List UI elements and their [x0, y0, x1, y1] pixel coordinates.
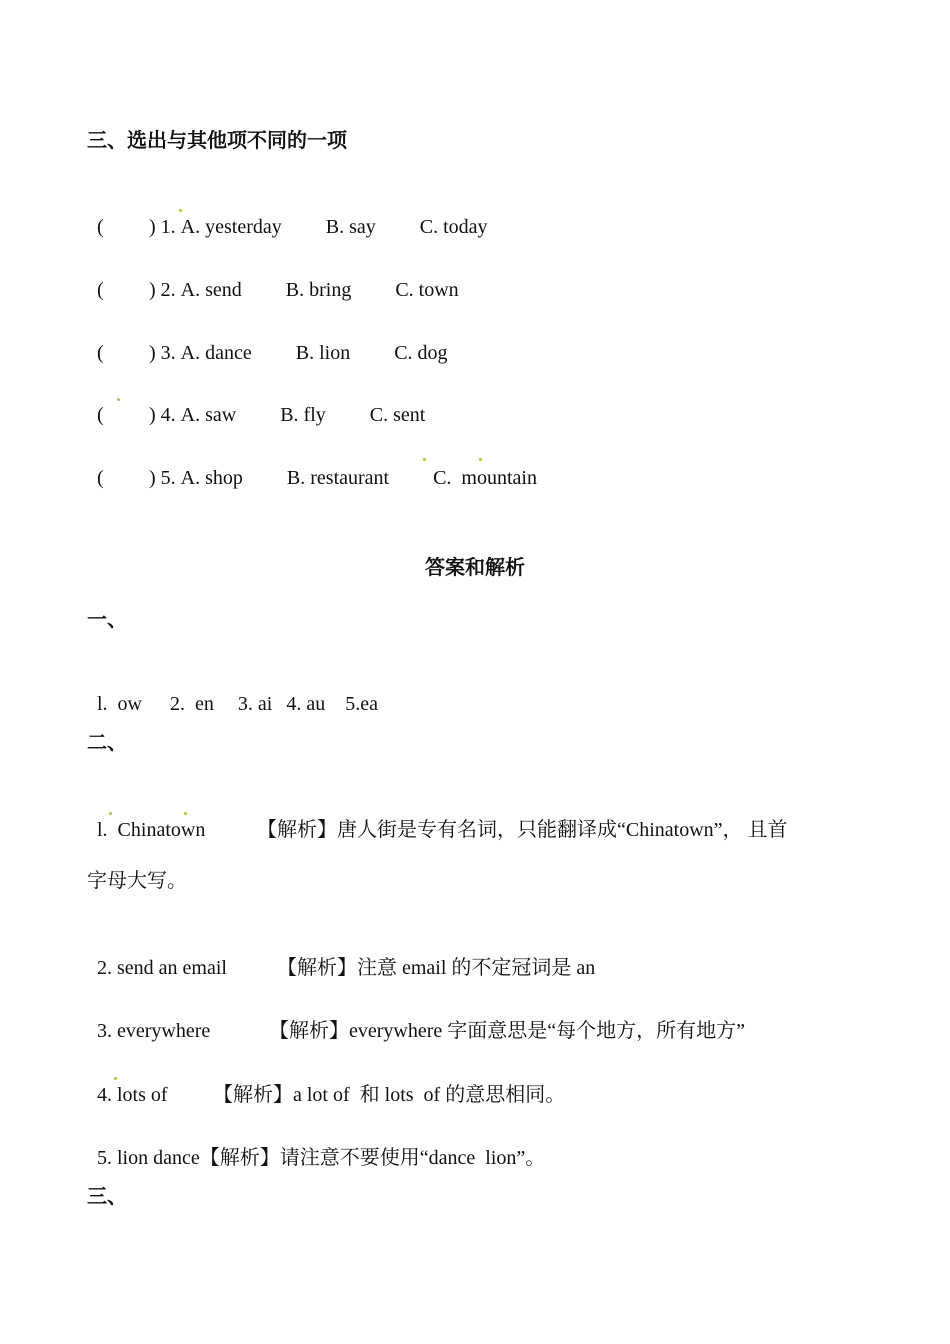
option-c: C. town — [395, 279, 459, 301]
option-b: B. lion — [295, 342, 351, 364]
speck-mark — [114, 1077, 117, 1080]
question-row — [87, 191, 488, 239]
option-a: A. send — [180, 279, 242, 301]
explanation-text: 【解析】唐人街是专有名词，只能翻译成“Chinatown”， 且首 — [257, 819, 788, 841]
question-number: ) 5. — [149, 467, 176, 489]
option-c: C. mountain — [433, 467, 537, 489]
speck-mark — [179, 209, 182, 212]
option-c: C. sent — [369, 404, 426, 426]
speck-mark — [479, 458, 482, 461]
option-b: B. fly — [280, 404, 326, 426]
question-number: ) 3. — [149, 342, 176, 364]
answer-text: 3. everywhere — [97, 1020, 211, 1042]
answer-text: l. Chinatown — [97, 819, 206, 841]
explanation-continuation: 字母大写。 — [87, 870, 187, 892]
option-a: A. saw — [180, 404, 237, 426]
option-a: A. shop — [180, 467, 243, 489]
answer-row — [87, 794, 788, 842]
part-label: 二、 — [87, 732, 127, 754]
explanation-text: 【解析】everywhere 字面意思是“每个地方，所有地方” — [269, 1020, 746, 1042]
question-number: ) 2. — [149, 279, 176, 301]
answer-row — [87, 995, 745, 1043]
option-c: C. dog — [394, 342, 448, 364]
question-row — [87, 442, 537, 490]
answer-row — [87, 1122, 545, 1170]
answers-title: 答案和解析 — [425, 557, 525, 579]
speck-mark — [423, 458, 426, 461]
answer-item: 2. en — [170, 693, 214, 715]
answer-bracket-open: ( — [97, 342, 104, 364]
option-b: B. say — [325, 216, 376, 238]
option-a: A. dance — [180, 342, 252, 364]
answer-row — [87, 1059, 565, 1107]
answer-text: 2. send an email — [97, 957, 227, 979]
question-number: ) 4. — [149, 404, 176, 426]
option-a: A. yesterday — [180, 216, 282, 238]
answer-bracket-open: ( — [97, 279, 104, 301]
explanation-text: 【解析】a lot of 和 lots of 的意思相同。 — [213, 1084, 566, 1106]
speck-mark — [109, 812, 112, 815]
answer-row — [87, 932, 595, 980]
explanation-text: 【解析】请注意不要使用“dance lion”。 — [199, 1147, 546, 1169]
speck-mark — [117, 398, 120, 401]
answer-bracket-open: ( — [97, 404, 104, 426]
option-b: B. restaurant — [286, 467, 390, 489]
answer-item: 3. ai — [237, 693, 273, 715]
answer-item: 4. au — [286, 693, 326, 715]
answer-row — [87, 668, 378, 716]
answer-bracket-open: ( — [97, 467, 104, 489]
question-row — [87, 379, 425, 427]
option-b: B. bring — [285, 279, 352, 301]
speck-mark — [184, 812, 187, 815]
explanation-text: 【解析】注意 email 的不定冠词是 an — [277, 957, 596, 979]
answer-item: l. ow — [97, 693, 142, 715]
part-label: 一、 — [87, 609, 127, 631]
question-row — [87, 254, 459, 302]
answer-text: 5. lion dance — [97, 1147, 200, 1169]
answer-item: 5.ea — [345, 693, 378, 715]
answer-text: 4. lots of — [97, 1084, 168, 1106]
section-heading: 三、选出与其他项不同的一项 — [87, 130, 347, 152]
option-c: C. today — [419, 216, 488, 238]
question-number: ) 1. — [149, 216, 176, 238]
part-label: 三、 — [87, 1186, 127, 1208]
question-row — [87, 317, 448, 365]
answer-bracket-open: ( — [97, 216, 104, 238]
